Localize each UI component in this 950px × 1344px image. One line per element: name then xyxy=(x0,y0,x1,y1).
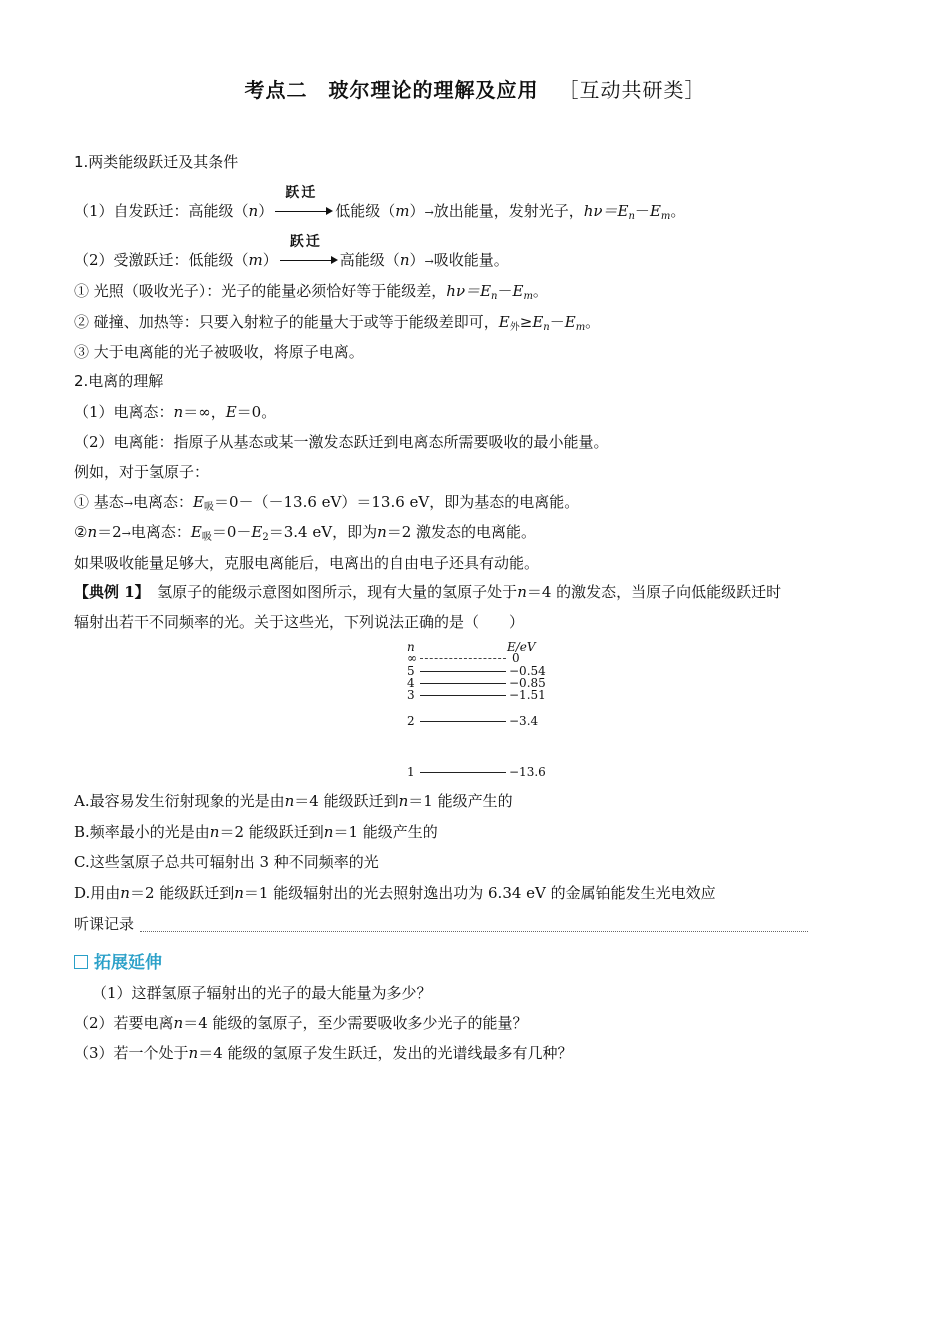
sec1-line-4: ② 碰撞、加热等：只要入射粒子的能量大于或等于能级差即可，$E_外\ge E_n-E_m$。 xyxy=(74,313,601,333)
title-tag: ［互动共研类］ xyxy=(558,78,706,102)
section-1-heading: 1.两类能级跃迁及其条件 xyxy=(74,153,239,171)
example-question-line-2: 辐射出若干不同频率的光。关于这些光，下列说法正确的是（ ） xyxy=(74,613,525,631)
title-main: 考点二 玻尔理论的理解及应用 xyxy=(244,78,539,102)
transition-arrow-icon: 跃迁 xyxy=(275,205,333,219)
extension-question-3: （3）若一个处于n＝4 能级的氢原子发生跃迁，发出的光谱线最多有几种？ xyxy=(74,1044,573,1062)
option-b: B.频率最小的光是由n＝2 能级跃迁到n＝1 能级产生的 xyxy=(74,823,438,841)
transition-arrow-icon: 跃迁 xyxy=(280,254,338,268)
energy-level-diagram xyxy=(400,640,580,785)
extension-heading: 拓展延伸 xyxy=(74,948,162,973)
extension-question-2: （2）若要电离n＝4 能级的氢原子，至少需要吸收多少光子的能量？ xyxy=(74,1014,528,1032)
diagram-e-header: E/eV xyxy=(507,640,536,654)
level-row: 2 −3.4 xyxy=(407,714,539,728)
record-label: 听课记录 xyxy=(74,915,135,933)
sec2-line-2: （2）电离能：指原子从基态或某一激发态跃迁到电离态所需要吸收的最小能量。 xyxy=(74,433,609,451)
sec2-line-3: 例如，对于氢原子： xyxy=(74,463,210,481)
level-line xyxy=(420,721,506,722)
level-row: ∞ 0 xyxy=(407,651,520,665)
level-line xyxy=(420,695,506,696)
level-line xyxy=(420,658,506,659)
option-d: D.用由n＝2 能级跃迁到n＝1 能级辐射出的光去照射逸出功为 6.34 eV 的金属铂能发生光电效应 xyxy=(74,884,716,902)
level-line xyxy=(420,671,506,672)
sec1-line-1: （1）自发跃迁：高能级（n） 跃迁 低能级（m）→放出能量，发射光子，$h\nu=E_n-E_m$。 xyxy=(74,185,686,222)
page-title xyxy=(0,74,950,103)
level-line xyxy=(420,683,506,684)
diagram-n-header: n xyxy=(407,640,415,654)
sec1-line-3: ① 光照（吸收光子）：光子的能量必须恰好等于能级差，$h\nu=E_n-E_m$。 xyxy=(74,282,548,302)
level-row: 3 −1.51 xyxy=(407,688,546,702)
level-line xyxy=(420,772,506,773)
section-2-heading: 2.电离的理解 xyxy=(74,372,164,390)
sec1-line-2: （2）受激跃迁：低能级（m） 跃迁 高能级（n）→吸收能量。 xyxy=(74,234,509,269)
sec2-line-5: ②n＝2→电离态：$E_吸=0-E_2=3.4$ eV，即为n＝2 激发态的电离能。 xyxy=(74,523,537,543)
record-writing-line[interactable] xyxy=(140,931,808,932)
example-label: 【典例 1】 xyxy=(74,583,143,601)
sec2-line-6: 如果吸收能量足够大，克服电离能后，电离出的自由电子还具有动能。 xyxy=(74,554,540,572)
sec1-line-5: ③ 大于电离能的光子被吸收，将原子电离。 xyxy=(74,343,364,361)
option-a: A.最容易发生衍射现象的光是由n＝4 能级跃迁到n＝1 能级产生的 xyxy=(74,792,513,810)
level-row: 4 −0.85 xyxy=(407,676,546,690)
level-row: 1 −13.6 xyxy=(407,765,546,779)
sec2-line-4: ① 基态→电离态：$E_吸=0-(-13.6$ eV）＝13.6 eV，即为基态的电离能。 xyxy=(74,493,580,513)
extension-question-1: （1）这群氢原子辐射出的光子的最大能量为多少？ xyxy=(92,984,432,1002)
option-c: C.这些氢原子总共可辐射出 3 种不同频率的光 xyxy=(74,853,379,871)
level-row: 5 −0.54 xyxy=(407,664,546,678)
sec2-line-1: （1）电离态：n＝∞，E＝0。 xyxy=(74,403,277,421)
example-question-line-1: 【典例 1】 氢原子的能级示意图如图所示，现有大量的氢原子处于n＝4 的激发态，当原子向低能级跃迁时 xyxy=(74,583,782,601)
square-icon xyxy=(74,955,88,969)
